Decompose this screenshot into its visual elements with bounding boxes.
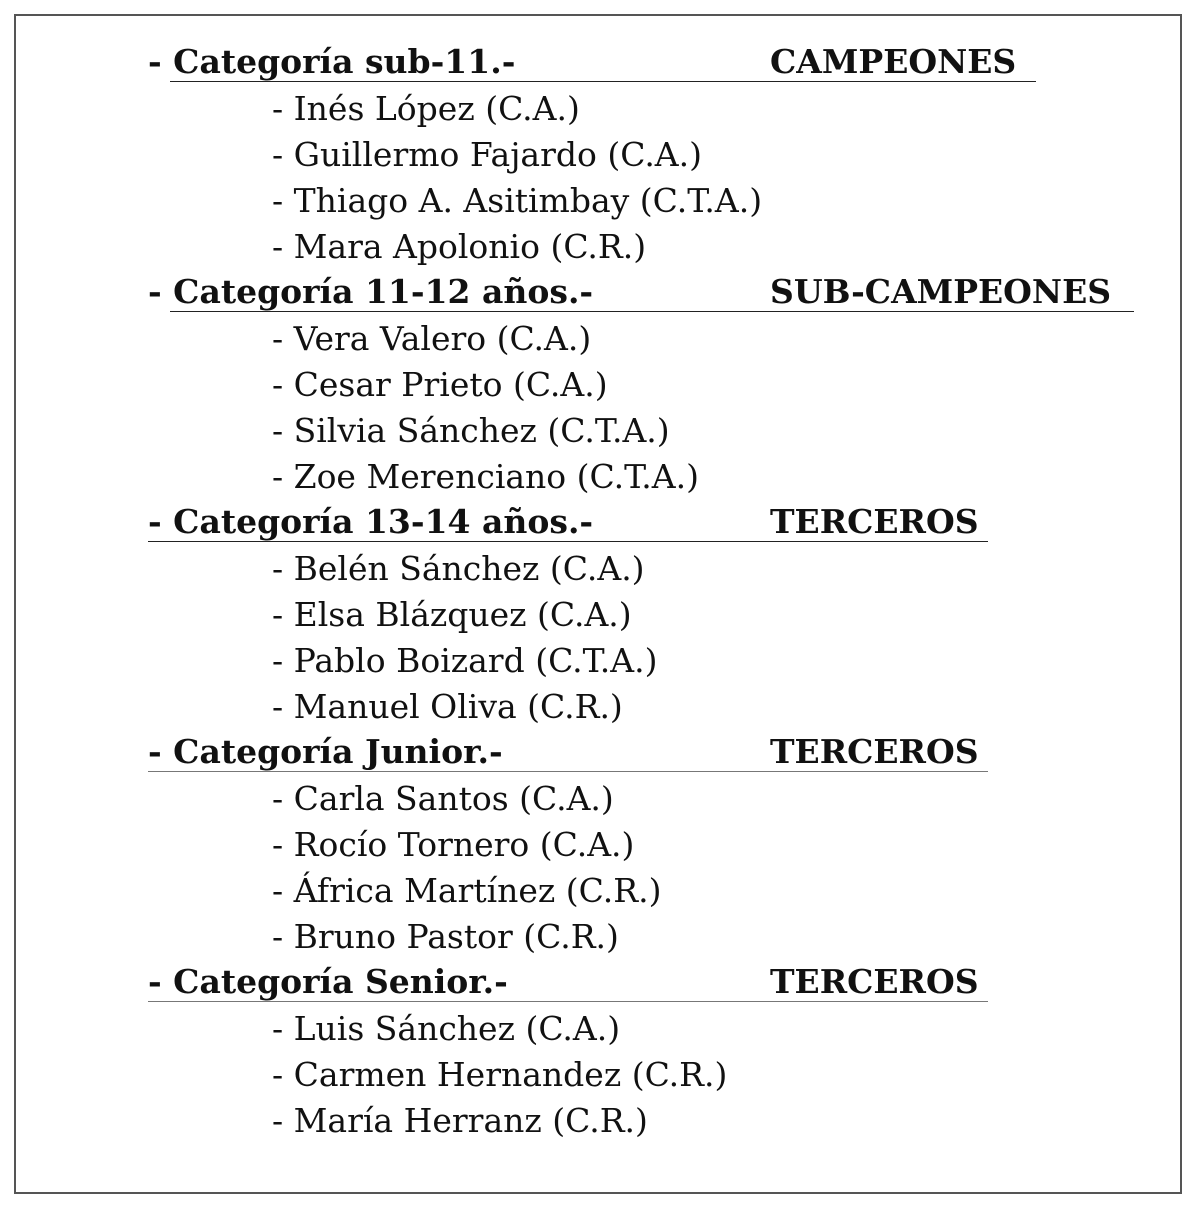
member-item: - Guillermo Fajardo (C.A.) (272, 135, 702, 174)
member-item: - Belén Sánchez (C.A.) (272, 549, 645, 588)
category-title: - Categoría Senior.- (148, 962, 508, 1001)
member-item: - Bruno Pastor (C.R.) (272, 917, 619, 956)
category-header (148, 270, 1148, 316)
category-result: TERCEROS (770, 732, 979, 771)
member-item: - Elsa Blázquez (C.A.) (272, 595, 632, 634)
member-item: - Thiago A. Asitimbay (C.T.A.) (272, 181, 763, 220)
category-underline (148, 771, 988, 772)
member-item: - África Martínez (C.R.) (272, 871, 662, 910)
member-item: - Inés López (C.A.) (272, 89, 580, 128)
category-result: TERCEROS (770, 502, 979, 541)
member-list (148, 776, 1148, 960)
member-item: - Carmen Hernandez (C.R.) (272, 1055, 728, 1094)
member-item: - Rocío Tornero (C.A.) (272, 825, 635, 864)
category-underline (148, 541, 988, 542)
category-result: TERCEROS (770, 962, 979, 1001)
category-sub-11 (148, 40, 1148, 270)
category-result: CAMPEONES (770, 42, 1017, 81)
member-item: - Manuel Oliva (C.R.) (272, 687, 623, 726)
member-item: - Zoe Merenciano (C.T.A.) (272, 457, 699, 496)
member-item: - Luis Sánchez (C.A.) (272, 1009, 621, 1048)
category-junior (148, 730, 1148, 960)
results-document (148, 40, 1148, 1144)
category-title: - Categoría 11-12 años.- (148, 272, 594, 311)
category-underline (170, 311, 1134, 312)
category-11-12 (148, 270, 1148, 500)
member-item: - Cesar Prieto (C.A.) (272, 365, 608, 404)
member-item: - Pablo Boizard (C.T.A.) (272, 641, 658, 680)
member-list (148, 1006, 1148, 1144)
category-header (148, 40, 1148, 86)
category-underline (148, 1001, 988, 1002)
category-header (148, 960, 1148, 1006)
category-senior (148, 960, 1148, 1144)
member-list (148, 86, 1148, 270)
category-header (148, 500, 1148, 546)
member-list (148, 316, 1148, 500)
category-title: - Categoría sub-11.- (148, 42, 516, 81)
member-item: - Carla Santos (C.A.) (272, 779, 614, 818)
category-title: - Categoría 13-14 años.- (148, 502, 594, 541)
member-list (148, 546, 1148, 730)
member-item: - Silvia Sánchez (C.T.A.) (272, 411, 670, 450)
category-underline (170, 81, 1036, 82)
member-item: - Mara Apolonio (C.R.) (272, 227, 647, 266)
category-title: - Categoría Junior.- (148, 732, 503, 771)
category-result: SUB-CAMPEONES (770, 272, 1112, 311)
category-13-14 (148, 500, 1148, 730)
member-item: - María Herranz (C.R.) (272, 1101, 648, 1140)
member-item: - Vera Valero (C.A.) (272, 319, 592, 358)
category-header (148, 730, 1148, 776)
